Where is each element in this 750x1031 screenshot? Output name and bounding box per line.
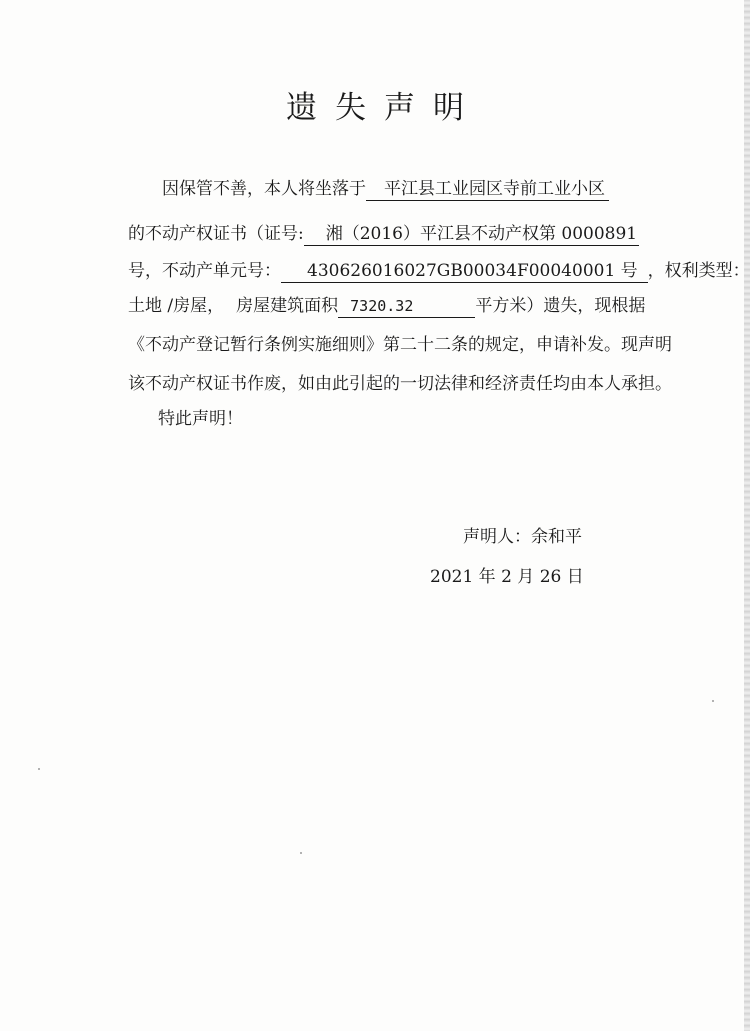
rights-label: ，权利类型： [647, 261, 750, 281]
paragraph-line-3 [128, 256, 750, 283]
liability-text: 该不动产权证书作废，如由此引起的一切法律和经济责任均由本人承担。 [128, 374, 672, 394]
cert-prefix: 的不动产权证书（证号: [128, 224, 304, 244]
scan-speck [712, 700, 714, 702]
paragraph-line-5 [128, 330, 672, 355]
scan-speck [38, 768, 40, 770]
paragraph-2 [128, 404, 243, 429]
page-edge [744, 0, 750, 1031]
regulation-text: 《不动产登记暂行条例实施细则》第二十二条的规定，申请补发。现声明 [128, 335, 672, 355]
unit-number-field: 430626016027GB00034F00040001 号 [281, 260, 648, 283]
location-field: 平江县工业园区寺前工业小区 [366, 178, 609, 201]
area-label: 房屋建筑面积 [236, 296, 339, 316]
area-value-field: 7320.32 [338, 295, 475, 318]
closing-text: 特此声明！ [158, 409, 243, 429]
document-title: 遗失声明 [286, 90, 482, 126]
area-suffix: 平方米）遗失，现根据 [475, 296, 646, 316]
intro-text: 因保管不善，本人将坐落于 [162, 179, 366, 199]
paragraph-line-1 [128, 174, 609, 201]
paragraph-line-2 [128, 219, 639, 246]
rights-type: 土地 /房屋， [128, 296, 225, 316]
unit-prefix: 号，不动产单元号： [128, 261, 281, 281]
signer-line: 声明人：余和平 [463, 527, 582, 547]
scan-speck [300, 852, 302, 854]
cert-number-field: 湘（2016）平江县不动产权第 0000891 [304, 223, 639, 246]
date-line: 2021 年 2 月 26 日 [430, 567, 584, 587]
paragraph-line-6 [128, 369, 672, 394]
paragraph-line-4 [128, 291, 645, 318]
